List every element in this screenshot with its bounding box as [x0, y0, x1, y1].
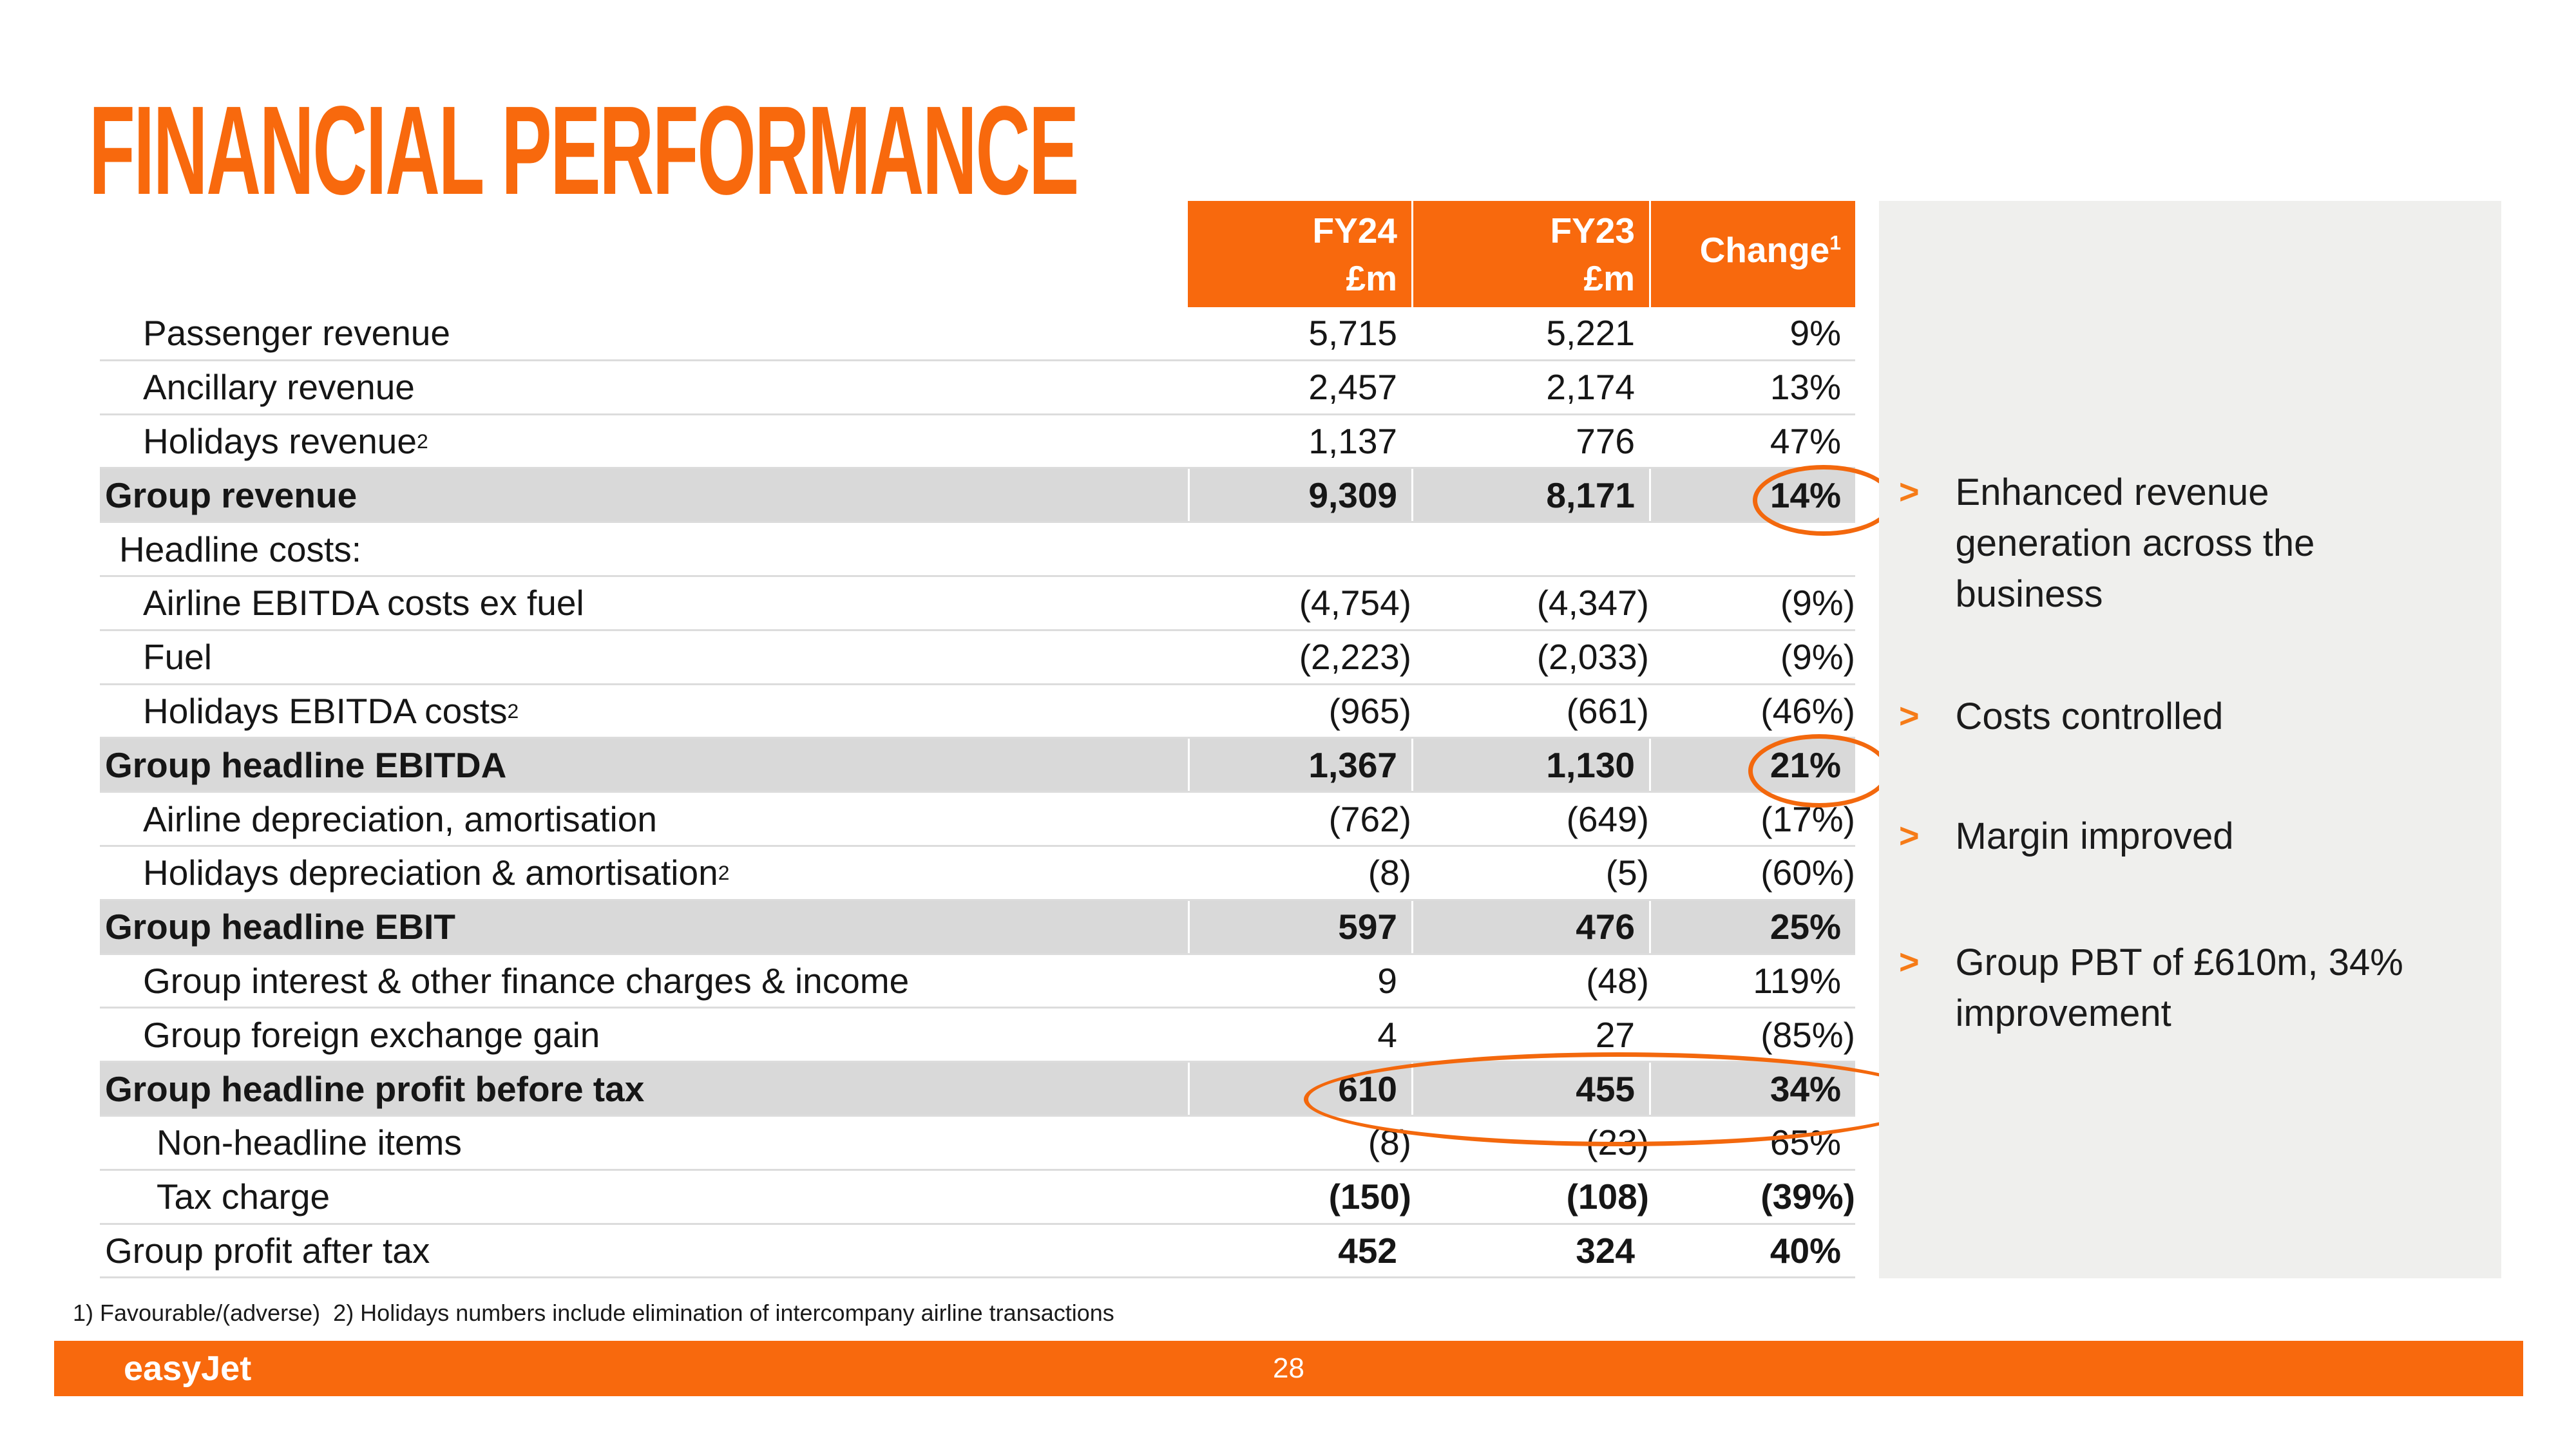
table-row — [100, 739, 1855, 793]
header-fy23-unit: £m — [1583, 258, 1635, 298]
chevron-bullet-icon: > — [1899, 943, 1920, 981]
cell-fy23: 776 — [1576, 421, 1635, 461]
row-label: Passenger revenue — [143, 313, 450, 354]
cell-fy24: 9,309 — [1188, 469, 1411, 521]
cell-fy23: (23) — [1586, 1122, 1649, 1163]
row-label: Group foreign exchange gain — [143, 1014, 600, 1055]
chevron-bullet-icon: > — [1899, 697, 1920, 735]
key-message-bullet — [1899, 811, 2407, 862]
row-label: Group revenue — [105, 475, 358, 515]
cell-fy24: (2,223) — [1299, 637, 1411, 677]
cell-change: (46%) — [1760, 690, 1855, 731]
highlight-circle-group-revenue-change — [1753, 465, 1894, 536]
slide-title: FINANCIAL PERFORMANCE — [89, 80, 1078, 221]
table-row — [100, 901, 1855, 955]
table-row — [100, 469, 1855, 523]
row-label: Holidays depreciation & amortisation 2 — [143, 853, 730, 893]
footnote: 1) Favourable/(adverse) 2) Holidays numbers include elimination of intercompany airline transactions — [73, 1300, 1114, 1326]
footer-bar — [54, 1341, 2523, 1396]
table-row — [100, 361, 1855, 415]
cell-fy23: 1,130 — [1411, 739, 1649, 791]
cell-change: (17%) — [1760, 799, 1855, 839]
row-label: Group headline EBITDA — [105, 744, 507, 785]
table-header-change — [1649, 201, 1855, 307]
cell-fy24: 9 — [1377, 960, 1397, 1001]
row-label: Group headline EBIT — [105, 907, 455, 947]
table-header-fy24 — [1188, 201, 1411, 307]
key-message-bullet — [1899, 467, 2407, 620]
cell-fy23: (5) — [1605, 853, 1649, 893]
table-row — [100, 415, 1855, 469]
row-label: Airline depreciation, amortisation — [143, 799, 657, 839]
cell-fy24: 1,137 — [1308, 421, 1397, 461]
table-row — [100, 307, 1855, 361]
cell-change: (39%) — [1760, 1177, 1855, 1217]
cell-change: 21% — [1649, 739, 1855, 791]
cell-fy23: (108) — [1566, 1177, 1649, 1217]
cell-fy24: 2,457 — [1308, 367, 1397, 408]
cell-fy23: 476 — [1411, 901, 1649, 953]
cell-change: 9% — [1789, 313, 1841, 354]
cell-fy24: 610 — [1188, 1063, 1411, 1115]
key-message-text: Margin improved — [1955, 815, 2234, 857]
cell-fy23: 27 — [1595, 1014, 1635, 1055]
cell-fy24: 4 — [1377, 1014, 1397, 1055]
table-row — [100, 847, 1855, 901]
row-label: Airline EBITDA costs ex fuel — [143, 583, 584, 623]
cell-fy23: (661) — [1566, 690, 1649, 731]
cell-change: 13% — [1770, 367, 1841, 408]
cell-change: (9%) — [1780, 583, 1855, 623]
table-row — [100, 577, 1855, 631]
cell-fy23: 2,174 — [1546, 367, 1635, 408]
cell-fy24: 452 — [1338, 1230, 1397, 1271]
cell-fy23: 8,171 — [1411, 469, 1649, 521]
table-row — [100, 955, 1855, 1009]
cell-fy24: (965) — [1328, 690, 1411, 731]
key-message-bullet — [1899, 937, 2407, 1039]
row-label: Headline costs: — [119, 529, 362, 569]
cell-fy23: 455 — [1411, 1063, 1649, 1115]
cell-fy23: (2,033) — [1536, 637, 1649, 677]
row-label: Non-headline items — [157, 1122, 462, 1163]
cell-fy24: (150) — [1328, 1177, 1411, 1217]
cell-fy23: 324 — [1576, 1230, 1635, 1271]
chevron-bullet-icon: > — [1899, 817, 1920, 855]
header-fy24-unit: £m — [1346, 258, 1397, 298]
cell-fy24: 1,367 — [1188, 739, 1411, 791]
header-fy23-label: FY23 — [1550, 210, 1635, 251]
key-messages-panel — [1879, 201, 2501, 1278]
row-label: Holidays EBITDA costs 2 — [143, 690, 519, 731]
cell-change: (9%) — [1780, 637, 1855, 677]
chevron-bullet-icon: > — [1899, 473, 1920, 511]
table-header-row — [100, 201, 1855, 307]
cell-fy24: 5,715 — [1308, 313, 1397, 354]
cell-fy23 — [1411, 523, 1649, 575]
row-label: Tax charge — [157, 1177, 330, 1217]
row-label: Ancillary revenue — [143, 367, 415, 408]
table-row — [100, 523, 1855, 577]
row-label: Group interest & other finance charges & income — [143, 960, 910, 1001]
cell-change: 34% — [1649, 1063, 1855, 1115]
row-label: Group profit after tax — [105, 1230, 430, 1271]
key-message-text: Group PBT of £610m, 34% improvement — [1955, 942, 2403, 1034]
cell-fy24: (4,754) — [1299, 583, 1411, 623]
cell-fy24: (8) — [1368, 853, 1411, 893]
table-row — [100, 685, 1855, 739]
cell-change: 40% — [1770, 1230, 1841, 1271]
cell-fy23: (4,347) — [1536, 583, 1649, 623]
cell-change: 25% — [1649, 901, 1855, 953]
table-row — [100, 793, 1855, 847]
page-number: 28 — [1273, 1352, 1304, 1384]
header-change-label: Change$^1$ — [1699, 229, 1841, 270]
row-label: Holidays revenue 2 — [143, 421, 428, 461]
table-header-fy23 — [1411, 201, 1649, 307]
cell-fy24: 597 — [1188, 901, 1411, 953]
table-row — [100, 1171, 1855, 1225]
cell-change: 65% — [1770, 1122, 1841, 1163]
cell-fy24: (8) — [1368, 1122, 1411, 1163]
cell-change: 47% — [1770, 421, 1841, 461]
cell-change: (85%) — [1760, 1014, 1855, 1055]
highlight-circle-group-ebitda-change — [1748, 734, 1890, 808]
row-label: Group headline profit before tax — [105, 1068, 645, 1109]
cell-fy23: (48) — [1586, 960, 1649, 1001]
cell-change: 119% — [1753, 960, 1841, 1001]
table-row — [100, 631, 1855, 685]
key-message-text: Costs controlled — [1955, 696, 2224, 737]
key-message-text: Enhanced revenue generation across the business — [1955, 471, 2315, 615]
cell-fy24 — [1188, 523, 1411, 575]
easyjet-logo: easyJet — [124, 1349, 252, 1388]
row-label: Fuel — [143, 637, 212, 677]
cell-fy24: (762) — [1328, 799, 1411, 839]
highlight-ellipse-profit-before-tax-row — [1304, 1052, 1932, 1146]
cell-fy23: 5,221 — [1546, 313, 1635, 354]
table-row — [100, 1225, 1855, 1279]
cell-change: (60%) — [1760, 853, 1855, 893]
table-header-blank — [100, 201, 1188, 307]
header-fy24-label: FY24 — [1312, 210, 1397, 251]
cell-fy23: (649) — [1566, 799, 1649, 839]
key-message-bullet — [1899, 691, 2407, 742]
cell-change: 14% — [1649, 469, 1855, 521]
